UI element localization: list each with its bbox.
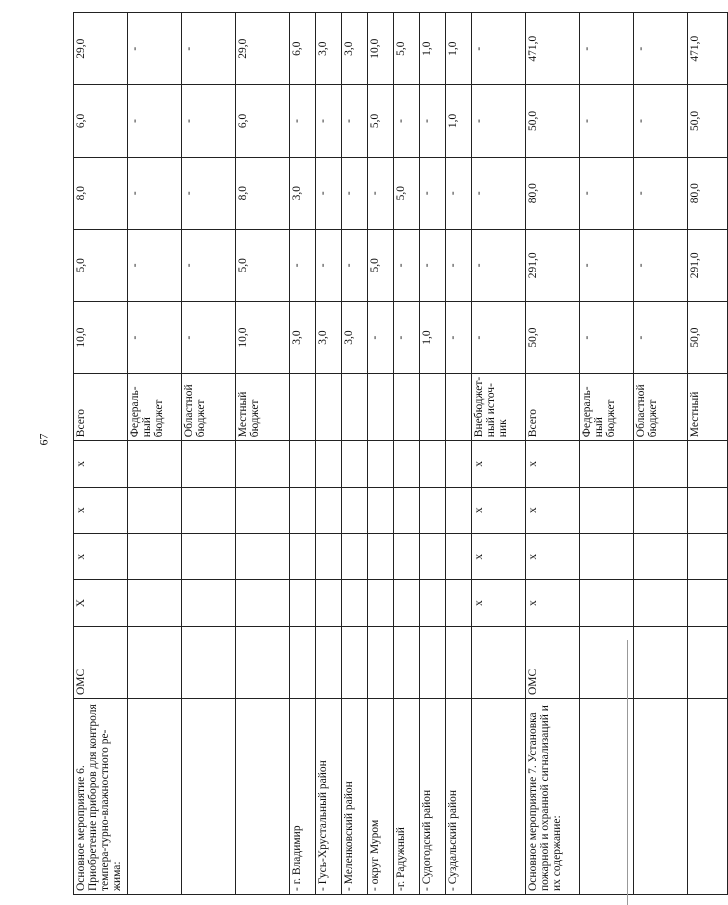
table-row [128,13,182,895]
table-row [182,13,236,895]
value-cell-4: - [316,85,342,157]
mark-cell-3 [290,487,316,533]
value-cell-3: - [368,157,394,229]
mark-cell-4 [688,441,728,487]
value-cell-2: 5,0 [368,229,394,301]
value-cell-2: - [342,229,368,301]
funding-source-cell: Всего [526,374,580,441]
mark-cell-1 [394,580,420,626]
value-cell-4: - [472,85,526,157]
value-cell-2: - [446,229,472,301]
value-cell-1: 10,0 [236,301,290,373]
mark-cell-2 [634,534,688,580]
mark-cell-1 [634,580,688,626]
responsible-cell [394,626,420,698]
event-name-cell: - Гусь-Хрустальный район [316,699,342,895]
responsible-cell [446,626,472,698]
value-cell-1: - [394,301,420,373]
mark-cell-2 [580,534,634,580]
table-body [74,13,728,895]
table-row [634,13,688,895]
mark-cell-1: х [526,580,580,626]
mark-cell-2: х [526,534,580,580]
event-name-cell: Основное мероприятие 7. Установка пожарной и охранной сигнализаций и их содержание: [526,699,580,895]
total-cell: - [580,13,634,85]
total-cell: 3,0 [316,13,342,85]
funding-source-cell [446,374,472,441]
value-cell-3: - [316,157,342,229]
mark-cell-1 [368,580,394,626]
mark-cell-1 [342,580,368,626]
value-cell-1: 50,0 [688,301,728,373]
mark-cell-3 [580,487,634,533]
responsible-cell [634,626,688,698]
funding-source-cell [342,374,368,441]
value-cell-4: - [580,85,634,157]
value-cell-1: - [368,301,394,373]
value-cell-4: - [182,85,236,157]
value-cell-3: - [446,157,472,229]
mark-cell-1 [688,580,728,626]
mark-cell-4 [128,441,182,487]
funding-source-cell [394,374,420,441]
value-cell-4: - [420,85,446,157]
value-cell-2: - [128,229,182,301]
mark-cell-4: х [74,441,128,487]
mark-cell-3 [236,487,290,533]
mark-cell-4 [634,441,688,487]
mark-cell-4: х [472,441,526,487]
table-row [236,13,290,895]
table-row [74,13,128,895]
mark-cell-4 [342,441,368,487]
funding-source-cell: Областной бюджет [634,374,688,441]
table-row [688,13,728,895]
value-cell-3: - [182,157,236,229]
value-cell-2: 5,0 [74,229,128,301]
value-cell-4: - [128,85,182,157]
value-cell-1: 10,0 [74,301,128,373]
value-cell-2: - [394,229,420,301]
mark-cell-3 [446,487,472,533]
value-cell-2: 5,0 [236,229,290,301]
value-cell-3: 5,0 [394,157,420,229]
responsible-cell [472,626,526,698]
mark-cell-2 [688,534,728,580]
mark-cell-1 [420,580,446,626]
mark-cell-2 [446,534,472,580]
value-cell-4: - [394,85,420,157]
event-name-cell [688,699,728,895]
event-name-cell [634,699,688,895]
mark-cell-1: х [472,580,526,626]
funding-source-cell [420,374,446,441]
table-row [526,13,580,895]
budget-table [73,12,728,895]
mark-cell-1 [580,580,634,626]
mark-cell-3 [182,487,236,533]
mark-cell-2 [368,534,394,580]
mark-cell-4 [446,441,472,487]
mark-cell-4 [580,441,634,487]
value-cell-4: - [342,85,368,157]
table-row [394,13,420,895]
funding-source-cell: Федераль-ный бюджет [580,374,634,441]
mark-cell-4 [236,441,290,487]
responsible-cell [688,626,728,698]
funding-source-cell [368,374,394,441]
responsible-cell [580,626,634,698]
event-name-cell: Основное мероприятие 6. Приобретение приборов для контроля темпера-турно-влажностного ре-жима: [74,699,128,895]
event-name-cell: - Судогодский район [420,699,446,895]
total-cell: - [634,13,688,85]
value-cell-2: - [580,229,634,301]
funding-source-cell [316,374,342,441]
value-cell-3: - [580,157,634,229]
table-row [342,13,368,895]
mark-cell-1 [290,580,316,626]
responsible-cell: ОМС [74,626,128,698]
value-cell-2: - [316,229,342,301]
value-cell-2: - [634,229,688,301]
total-cell: - [128,13,182,85]
funding-source-cell: Местный [688,374,728,441]
event-name-cell [182,699,236,895]
value-cell-3: - [342,157,368,229]
value-cell-3: 8,0 [236,157,290,229]
value-cell-3: - [634,157,688,229]
mark-cell-3 [394,487,420,533]
mark-cell-4 [368,441,394,487]
mark-cell-2 [290,534,316,580]
mark-cell-4 [290,441,316,487]
responsible-cell [236,626,290,698]
total-cell: 10,0 [368,13,394,85]
value-cell-1: - [128,301,182,373]
total-cell: 29,0 [236,13,290,85]
value-cell-3: 80,0 [526,157,580,229]
total-cell: 3,0 [342,13,368,85]
event-name-cell: - округ Муром [368,699,394,895]
mark-cell-2 [394,534,420,580]
mark-cell-3 [368,487,394,533]
mark-cell-2: х [472,534,526,580]
total-cell: 471,0 [526,13,580,85]
value-cell-4: 50,0 [526,85,580,157]
mark-cell-3 [634,487,688,533]
value-cell-4: 50,0 [688,85,728,157]
mark-cell-1 [236,580,290,626]
total-cell: - [472,13,526,85]
responsible-cell [420,626,446,698]
total-cell: 29,0 [74,13,128,85]
value-cell-1: 3,0 [290,301,316,373]
mark-cell-3 [420,487,446,533]
value-cell-2: 291,0 [526,229,580,301]
funding-source-cell: Внебюджет-ный источ-ник [472,374,526,441]
value-cell-4: 1,0 [446,85,472,157]
funding-source-cell: Областной бюджет [182,374,236,441]
mark-cell-3: х [526,487,580,533]
value-cell-1: - [634,301,688,373]
mark-cell-3 [688,487,728,533]
responsible-cell [182,626,236,698]
value-cell-4: 5,0 [368,85,394,157]
value-cell-1: 3,0 [316,301,342,373]
value-cell-1: 3,0 [342,301,368,373]
value-cell-1: - [580,301,634,373]
table-row [290,13,316,895]
table-row [472,13,526,895]
mark-cell-1 [182,580,236,626]
responsible-cell: ОМС [526,626,580,698]
event-name-cell [580,699,634,895]
mark-cell-2: х [74,534,128,580]
scan-edge-line [627,640,628,905]
mark-cell-2 [420,534,446,580]
funding-source-cell: Всего [74,374,128,441]
page-number: 67 [36,433,51,446]
mark-cell-3 [128,487,182,533]
value-cell-1: - [182,301,236,373]
table-row [420,13,446,895]
value-cell-1: - [472,301,526,373]
responsible-cell [316,626,342,698]
value-cell-1: - [446,301,472,373]
mark-cell-1 [128,580,182,626]
value-cell-2: - [182,229,236,301]
mark-cell-4 [420,441,446,487]
funding-source-cell: Местный бюджет [236,374,290,441]
value-cell-3: - [420,157,446,229]
value-cell-2: - [290,229,316,301]
value-cell-3: - [472,157,526,229]
value-cell-4: - [634,85,688,157]
total-cell: 5,0 [394,13,420,85]
table-row [446,13,472,895]
mark-cell-3: х [74,487,128,533]
mark-cell-3 [342,487,368,533]
value-cell-3: 3,0 [290,157,316,229]
responsible-cell [290,626,316,698]
mark-cell-1 [446,580,472,626]
value-cell-4: 6,0 [74,85,128,157]
funding-source-cell [290,374,316,441]
mark-cell-4 [182,441,236,487]
total-cell: 6,0 [290,13,316,85]
event-name-cell: - г. Владимир [290,699,316,895]
event-name-cell [472,699,526,895]
value-cell-2: 291,0 [688,229,728,301]
event-name-cell: - Меленковский район [342,699,368,895]
table-row [368,13,394,895]
total-cell: 471,0 [688,13,728,85]
mark-cell-1: Х [74,580,128,626]
event-name-cell [128,699,182,895]
mark-cell-3: х [472,487,526,533]
event-name-cell: - Суздальский район [446,699,472,895]
mark-cell-2 [236,534,290,580]
funding-source-cell: Федераль-ный бюджет [128,374,182,441]
event-name-cell [236,699,290,895]
value-cell-3: 8,0 [74,157,128,229]
value-cell-1: 1,0 [420,301,446,373]
value-cell-3: 80,0 [688,157,728,229]
rotated-table-container [73,12,701,895]
mark-cell-2 [182,534,236,580]
responsible-cell [342,626,368,698]
value-cell-4: 6,0 [236,85,290,157]
mark-cell-4: х [526,441,580,487]
responsible-cell [368,626,394,698]
total-cell: 1,0 [446,13,472,85]
mark-cell-4 [316,441,342,487]
mark-cell-2 [316,534,342,580]
table-row [580,13,634,895]
event-name-cell: -г. Радужный [394,699,420,895]
total-cell: - [182,13,236,85]
mark-cell-2 [342,534,368,580]
table-row [316,13,342,895]
mark-cell-4 [394,441,420,487]
responsible-cell [128,626,182,698]
mark-cell-2 [128,534,182,580]
value-cell-1: 50,0 [526,301,580,373]
value-cell-2: - [472,229,526,301]
value-cell-4: - [290,85,316,157]
value-cell-2: - [420,229,446,301]
total-cell: 1,0 [420,13,446,85]
value-cell-3: - [128,157,182,229]
mark-cell-3 [316,487,342,533]
mark-cell-1 [316,580,342,626]
